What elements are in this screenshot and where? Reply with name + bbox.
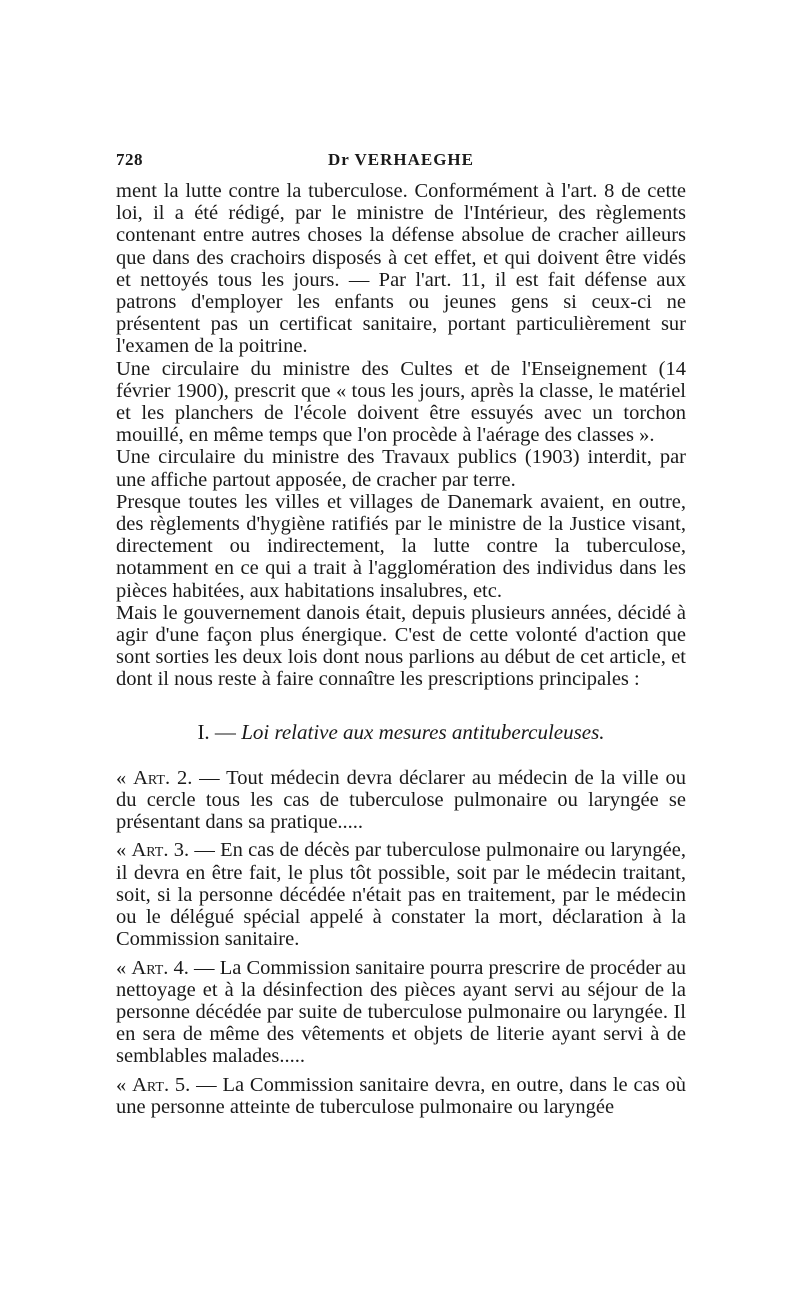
article-open-quote: «: [116, 839, 132, 862]
paragraph-continued: ment la lutte contre la tuberculose. Conformément à l'art. 8 de cette loi, il a été rédigé, par le ministre de l'Intérieur, des règlements contenant entre autres choses la défense absolue de cracher ailleurs que dans des crachoirs disposés à cet effet, et qui doivent être vidés et nettoyés tous les jours. — Par l'art. 11, il est fait défense aux patrons d'employer les enfants ou jeunes gens si ceux-ci ne présentent pas un certificat sanitaire, portant particulièrement sur l'examen de la poitrine.: [116, 180, 686, 358]
article-4: [116, 957, 686, 1068]
article-text: — La Commission sanitaire devra, en outre, dans le cas où une personne atteinte de tuberculose pulmonaire ou laryngée: [116, 1073, 687, 1118]
section-heading: [116, 721, 686, 743]
article-3: [116, 839, 686, 950]
article-open-quote: «: [116, 766, 134, 789]
page-number: 728: [116, 150, 143, 169]
article-2: [116, 767, 686, 834]
article-text: — Tout médecin devra déclarer au médecin de la ville ou du cercle tous les cas de tuberculose pulmonaire ou laryngée se présentant dans sa pratique.....: [116, 766, 686, 834]
paragraph-circular-travaux: Une circulaire du ministre des Travaux publics (1903) interdit, par une affiche partout apposée, de cracher par terre.: [116, 446, 686, 491]
article-5: [116, 1074, 686, 1118]
page-body: [116, 180, 686, 1118]
article-open-quote: «: [116, 1073, 133, 1096]
article-text: — La Commission sanitaire pourra prescrire de procéder au nettoyage et à la désinfection des pièces ayant servi au séjour de la personne décédée par suite de tuberculose pulmonaire ou laryngée. Il en sera de même des vêtements et objets de literie ayant servi à de semblables malades.....: [116, 956, 687, 1068]
article-label: Art. 3.: [131, 839, 190, 862]
section-title: Loi relative aux mesures antituberculeuses.: [241, 719, 605, 744]
paragraph-circular-cultes: Une circulaire du ministre des Cultes et de l'Enseignement (14 février 1900), prescrit que « tous les jours, après la classe, le matériel et les planchers de l'école doivent être essuyés avec un torchon mouillé, en même temps que l'on procède à l'aérage des classes ».: [116, 357, 686, 447]
page-header: [116, 150, 686, 174]
article-text: — En cas de décès par tuberculose pulmonaire ou laryngée, il devra en être fait, le plus tôt possible, soit par le médecin traitant, soit, si la personne décédée n'était pas en traitement, par le médecin ou le délégué spécial appelé à constater la mort, déclaration à la Commission sanitaire.: [116, 839, 687, 951]
section-number: I. —: [197, 719, 236, 744]
article-label: Art. 4.: [131, 956, 189, 979]
paragraph-danish-towns: Presque toutes les villes et villages de Danemark avaient, en outre, des règlements d'hygiène ratifiés par le ministre de la Justice visant, directement ou indirectement, la lutte contre la tuberculose, notamment en ce qui a trait à l'agglomération des individus dans les pièces habitées, aux habitations insalubres, etc.: [116, 490, 686, 602]
article-label: Art. 5.: [132, 1073, 191, 1096]
running-title: Dr VERHAEGHE: [328, 150, 474, 169]
article-open-quote: «: [116, 956, 132, 979]
article-label: Art. 2.: [133, 766, 193, 789]
paragraph-government: Mais le gouvernement danois était, depuis plusieurs années, décidé à agir d'une façon plus énergique. C'est de cette volonté d'action que sont sorties les deux lois dont nous parlions au début de cet article, et dont il nous reste à faire connaître les prescriptions principales :: [116, 601, 686, 691]
